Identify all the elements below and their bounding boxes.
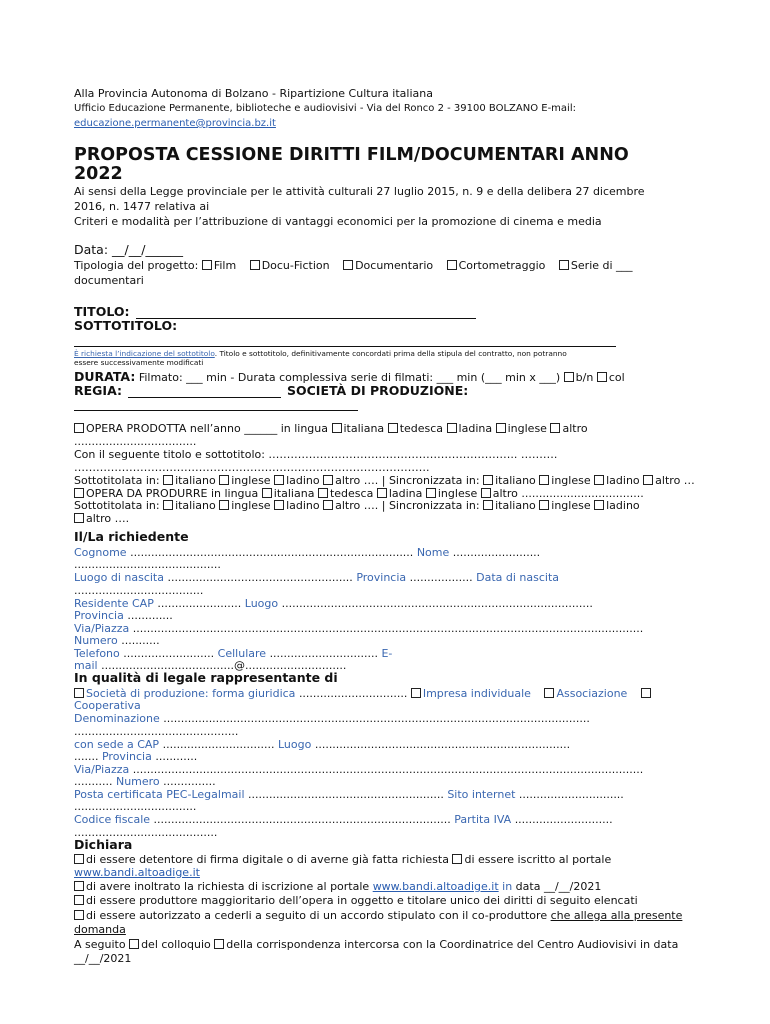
lingua-tedesca: tedesca: [399, 422, 444, 435]
dichiara-row5: [74, 938, 678, 951]
pec-field[interactable]: ........................................................: [248, 788, 444, 801]
tipologia-label: Tipologia del progetto:: [74, 259, 199, 272]
nascita-row: [74, 571, 559, 584]
checkbox-cooperativa[interactable]: [641, 688, 651, 698]
option: italiano: [495, 474, 536, 487]
sottotitolata-label: Sottotitolata in:: [74, 499, 160, 512]
a-seguito-text: A seguito: [74, 938, 126, 951]
tipologia-continuation: documentari: [74, 274, 144, 287]
cellulare-label: Cellulare: [217, 647, 267, 660]
dichiara-row3: [74, 894, 638, 907]
intro-line1: Ai sensi della Legge provinciale per le attività culturali 27 luglio 2015, n. 9 e della delibera 27 dicembre: [74, 185, 645, 198]
forma-giuridica-row: [74, 687, 653, 700]
societa-label: Società di produzione: [86, 687, 205, 700]
checkbox-lingua-inglese[interactable]: [496, 423, 506, 433]
option-documentario: Documentario: [355, 259, 434, 272]
luogo-label: Luogo: [277, 738, 312, 751]
checkbox[interactable]: [323, 500, 333, 510]
checkbox-opera-prodotta[interactable]: [74, 423, 84, 433]
opera-prodotta-text: OPERA PRODOTTA nell’anno ______ in lingua: [86, 422, 328, 435]
lingua-inglese: inglese: [507, 422, 547, 435]
regia-line[interactable]: [128, 397, 281, 398]
option: inglese: [551, 499, 591, 512]
checkbox-societa[interactable]: [74, 688, 84, 698]
luogo-field[interactable]: .........................................................................: [314, 738, 571, 751]
lingua-ladina: ladina: [458, 422, 493, 435]
dichiara-row1: [74, 853, 611, 866]
telefono-label: Telefono: [74, 647, 120, 660]
forma-field[interactable]: ...............................: [298, 687, 408, 700]
cooperativa-label: Cooperativa: [74, 699, 141, 712]
checkbox-corrispondenza[interactable]: [214, 939, 224, 949]
provincia-field[interactable]: .............: [127, 609, 173, 622]
lingua-altro: altro: [562, 422, 588, 435]
checkbox-autorizzato[interactable]: [74, 910, 84, 920]
header-line1: Alla Provincia Autonoma di Bolzano - Ripartizione Cultura italiana: [74, 87, 433, 100]
option-film: Film: [213, 259, 237, 272]
denominazione-continuation: ...............................................: [74, 725, 239, 738]
option: altro ….: [86, 512, 130, 525]
option: altro …: [655, 474, 695, 487]
numero-row: [74, 775, 216, 788]
dots-continuation: ..........................................: [74, 558, 221, 571]
checkbox[interactable]: [318, 488, 328, 498]
codice-fiscale-row: [74, 813, 613, 826]
luogo-nascita-field[interactable]: .....................................................: [167, 571, 353, 584]
colloquio-text: del colloquio: [141, 938, 211, 951]
checkbox[interactable]: [163, 475, 173, 485]
allega-text: che allega alla presente: [550, 909, 683, 922]
provincia-label: Provincia: [356, 571, 407, 584]
checkbox[interactable]: [74, 513, 84, 523]
portale-link[interactable]: www.bandi.altoadige.it: [372, 880, 499, 893]
data-nascita-field[interactable]: .....................................: [74, 584, 204, 597]
checkbox[interactable]: [163, 500, 173, 510]
societa-produzione-label: SOCIETÀ DI PRODUZIONE:: [287, 383, 469, 398]
via-label: Via/Piazza: [74, 622, 130, 635]
luogo-field[interactable]: .........................................................................................: [281, 597, 593, 610]
option-docu-fiction: Docu-Fiction: [261, 259, 330, 272]
option: italiano: [175, 499, 216, 512]
checkbox-richiesta-iscrizione[interactable]: [74, 881, 84, 891]
checkbox[interactable]: [643, 475, 653, 485]
via-label: Via/Piazza: [74, 763, 130, 776]
residente-cap-label: Residente CAP: [74, 597, 154, 610]
partita-iva-field[interactable]: ............................: [514, 813, 613, 826]
checkbox[interactable]: [377, 488, 387, 498]
via-field[interactable]: ..................................................................................................................................................: [132, 622, 644, 635]
checkbox[interactable]: [274, 500, 284, 510]
checkbox-bn[interactable]: [564, 372, 574, 382]
codice-fiscale-label: Codice fiscale: [74, 813, 151, 826]
option: tedesca: [329, 487, 374, 500]
email-label: E-: [381, 647, 393, 660]
cap-field[interactable]: ........................: [157, 597, 242, 610]
checkbox-lingua-altro[interactable]: [550, 423, 560, 433]
checkbox[interactable]: [323, 475, 333, 485]
durata-text: Filmato: ___ min - Durata complessiva serie di filmati: ___ min (___ min x ___): [138, 371, 561, 384]
checkbox-lingua-italiana[interactable]: [332, 423, 342, 433]
checkbox-firma-digitale[interactable]: [74, 854, 84, 864]
societa-line[interactable]: [74, 410, 358, 411]
email-label-cont: mail: [74, 659, 98, 672]
sottotitolo-line[interactable]: [74, 346, 616, 347]
checkbox[interactable]: [594, 500, 604, 510]
opera-da-produrre-text: OPERA DA PRODURRE in lingua: [86, 487, 259, 500]
checkbox[interactable]: [539, 475, 549, 485]
note-required: È richiesta l’indicazione del sottotitolo: [74, 349, 215, 358]
option: italiana: [273, 487, 315, 500]
sito-field[interactable]: ..............................: [518, 788, 624, 801]
codice-continuation: .........................................: [74, 826, 218, 839]
header-email-link[interactable]: educazione.permanente@provincia.bz.it: [74, 118, 276, 129]
option: inglese: [231, 499, 271, 512]
dichiara-row2: [74, 880, 601, 893]
numero-label: Numero: [74, 634, 118, 647]
sede-cap-label: con sede a CAP: [74, 738, 160, 751]
intro-line3: Criteri e modalità per l’attribuzione di vantaggi economici per la promozione di cinema e media: [74, 215, 602, 228]
titolo-label: TITOLO:: [74, 304, 130, 319]
data-iscrizione-field[interactable]: data __/__/2021: [515, 880, 602, 893]
checkbox[interactable]: [274, 475, 284, 485]
sottotitolata-row1: [74, 474, 695, 487]
sito-label: Sito internet: [447, 788, 516, 801]
checkbox[interactable]: [539, 500, 549, 510]
checkbox-serie[interactable]: [559, 260, 569, 270]
option: ladino: [286, 499, 320, 512]
sottotitolata-row2: [74, 499, 640, 512]
numero-field[interactable]: ...........: [121, 634, 160, 647]
note-rest: . Titolo e sottotitolo, definitivamente concordati prima della stipula del contratto, non potranno: [214, 349, 567, 358]
cellulare-field[interactable]: ...............................: [269, 647, 378, 660]
dots: ...........: [74, 775, 113, 788]
opera-titolo-continuation: …………………………………………………………………………………….: [74, 461, 430, 474]
option: altro ...................................: [492, 487, 644, 500]
provincia-label: Provincia: [74, 609, 124, 622]
option: ladina: [388, 487, 423, 500]
regia-label: REGIA:: [74, 383, 122, 398]
data-nascita-label: Data di nascita: [476, 571, 560, 584]
checkbox-docu-fiction[interactable]: [250, 260, 260, 270]
checkbox-iscritto-portale[interactable]: [452, 854, 462, 864]
option: ladino: [286, 474, 320, 487]
tipologia-row: [74, 259, 633, 272]
telefono-field[interactable]: ..........................: [123, 647, 215, 660]
email-field[interactable]: ......................................@.............................: [101, 659, 347, 672]
partita-iva-label: Partita IVA: [454, 813, 512, 826]
nome-field[interactable]: .........................: [452, 546, 541, 559]
option: inglese: [551, 474, 591, 487]
checkbox[interactable]: [483, 475, 493, 485]
checkbox-associazione[interactable]: [544, 688, 554, 698]
provincia-row: [74, 609, 173, 622]
durata-label: DURATA:: [74, 369, 136, 384]
checkbox[interactable]: [219, 475, 229, 485]
checkbox[interactable]: [219, 500, 229, 510]
titolo-line[interactable]: [136, 318, 476, 319]
option-cortometraggio: Cortometraggio: [458, 259, 546, 272]
associazione-label: Associazione: [556, 687, 628, 700]
provincia-field[interactable]: ..................: [409, 571, 473, 584]
sottotitolo-label: SOTTOTITOLO:: [74, 318, 178, 333]
checkbox-col[interactable]: [597, 372, 607, 382]
checkbox-film[interactable]: [202, 260, 212, 270]
option: ladino: [606, 499, 640, 512]
domanda-text: domanda: [74, 923, 126, 936]
checkbox-opera-da-produrre[interactable]: [74, 488, 84, 498]
nome-label: Nome: [416, 546, 450, 559]
sottotitolo-note-line2: essere successivamente modificati: [74, 358, 204, 367]
richiedente-heading: Il/La richiedente: [74, 529, 189, 544]
option-bn: b/n: [575, 371, 594, 384]
checkbox[interactable]: [426, 488, 436, 498]
opera-dots: ...................................: [74, 435, 197, 448]
via-field[interactable]: ..................................................................................................................................................: [132, 763, 644, 776]
richiesta-iscrizione-text: di avere inoltrato la richiesta di iscrizione al portale: [86, 880, 370, 893]
checkbox-produttore[interactable]: [74, 895, 84, 905]
pec-continuation: ...................................: [74, 800, 197, 813]
corrispondenza-text: della corrispondenza intercorsa con la Coordinatrice del Centro Audiovisivi in data: [226, 938, 679, 951]
luogo-label: Luogo: [244, 597, 279, 610]
cognome-label: Cognome: [74, 546, 127, 559]
sottotitolata-label: Sottotitolata in:: [74, 474, 160, 487]
option: ladino: [606, 474, 640, 487]
produttore-text: di essere produttore maggioritario dell’opera in oggetto e titolare unico dei diritti di seguito elencati: [86, 894, 638, 907]
pec-label: Posta certificata PEC-Legalmail: [74, 788, 245, 801]
iscritto-portale-text: di essere iscritto al portale: [464, 853, 612, 866]
date-field[interactable]: Data: __/__/______: [74, 242, 183, 257]
portale-link[interactable]: www.bandi.altoadige.it: [74, 866, 200, 879]
cognome-field[interactable]: .................................................................................: [130, 546, 414, 559]
sottotitolo-note: [74, 349, 567, 358]
legale-heading: In qualità di legale rappresentante di: [74, 670, 338, 685]
impresa-label: Impresa individuale: [422, 687, 531, 700]
dichiara-row4: [74, 909, 682, 922]
numero-field[interactable]: ...............: [163, 775, 216, 788]
option: italiano: [495, 499, 536, 512]
checkbox-cortometraggio[interactable]: [447, 260, 457, 270]
checkbox-lingua-ladina[interactable]: [447, 423, 457, 433]
page-title-line1: PROPOSTA CESSIONE DIRITTI FILM/DOCUMENTARI ANNO: [74, 145, 629, 165]
lingua-italiana: italiana: [343, 422, 385, 435]
provincia-row: [74, 750, 197, 763]
dichiara-heading: Dichiara: [74, 837, 133, 852]
sottotitolata-row2-cont: [74, 512, 129, 525]
header-line2: Ufficio Educazione Permanente, biblioteche e audiovisivi - Via del Ronco 2 - 39100 BOLZANO E-mail:: [74, 103, 576, 114]
firma-digitale-text: di essere detentore di firma digitale o di averne già fatta richiesta: [86, 853, 449, 866]
checkbox[interactable]: [594, 475, 604, 485]
checkbox[interactable]: [481, 488, 491, 498]
opera-prodotta-row: [74, 422, 588, 435]
option: inglese: [437, 487, 478, 500]
opera-titolo-line: Con il seguente titolo e sottotitolo: ………………………………………………………….. ……….: [74, 448, 558, 461]
sede-cap-field[interactable]: ................................: [162, 738, 275, 751]
option-serie: Serie di ___: [570, 259, 633, 272]
checkbox-impresa[interactable]: [411, 688, 421, 698]
page-title-line2: 2022: [74, 164, 123, 184]
dots: .......: [74, 750, 99, 763]
numero-label: Numero: [115, 775, 160, 788]
autorizzato-text: di essere autorizzato a cederli a seguito di un accordo stipulato con il co-produttore: [86, 909, 548, 922]
option: altro …. | Sincronizzata in:: [335, 474, 480, 487]
provincia-label: Provincia: [101, 750, 152, 763]
checkbox-lingua-tedesca[interactable]: [388, 423, 398, 433]
option: altro …. | Sincronizzata in:: [335, 499, 480, 512]
luogo-nascita-label: Luogo di nascita: [74, 571, 164, 584]
checkbox-colloquio[interactable]: [129, 939, 139, 949]
checkbox[interactable]: [262, 488, 272, 498]
denominazione-field[interactable]: ..........................................................................................................................: [163, 712, 590, 725]
denominazione-row: [74, 712, 590, 725]
checkbox-documentario[interactable]: [343, 260, 353, 270]
codice-fiscale-field[interactable]: .....................................................................................: [153, 813, 451, 826]
in-text: in: [502, 880, 513, 893]
data-colloquio-field[interactable]: __/__/2021: [74, 952, 132, 965]
numero-row: [74, 634, 160, 647]
intro-line2: 2016, n. 1477 relativa ai: [74, 200, 210, 213]
checkbox[interactable]: [483, 500, 493, 510]
option: italiano: [175, 474, 216, 487]
provincia-field[interactable]: ............: [155, 750, 198, 763]
option-col: col: [608, 371, 625, 384]
denominazione-label: Denominazione: [74, 712, 160, 725]
forma-label: : forma giuridica: [204, 687, 296, 700]
option: inglese: [231, 474, 271, 487]
durata-row: [74, 370, 625, 384]
